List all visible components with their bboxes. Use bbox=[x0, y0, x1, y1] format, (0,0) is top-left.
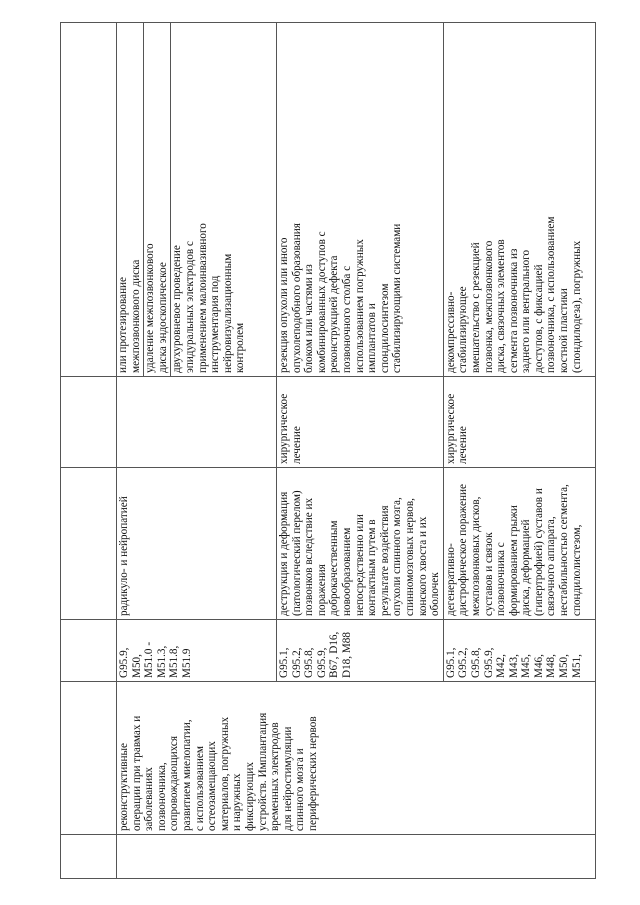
cell-patient-model bbox=[277, 468, 444, 620]
text-line: M51.3, bbox=[155, 645, 168, 678]
document-page bbox=[60, 23, 583, 879]
cell-icd-codes bbox=[277, 620, 444, 682]
text-line: двухуровневое проведение bbox=[171, 245, 184, 373]
text-line: временных электродов bbox=[269, 722, 282, 831]
text-line: периферических нервов bbox=[306, 716, 319, 831]
cell-treatment-type bbox=[443, 377, 595, 468]
text-line: хирургическое bbox=[278, 393, 290, 464]
text-line: конского хвоста и их bbox=[416, 516, 429, 616]
text-line: G95.9, bbox=[482, 647, 495, 678]
text-line: спондилолистезом, bbox=[570, 524, 583, 616]
cell-blank-num bbox=[61, 835, 117, 879]
text-line: реконструкцией дефекта bbox=[328, 255, 341, 373]
text-line: доступов, с фиксацией bbox=[532, 264, 545, 373]
text-line: стабилизирующее bbox=[457, 286, 470, 373]
cell-number bbox=[117, 835, 596, 879]
method-row bbox=[117, 23, 144, 376]
text-line: диска эндоскопическое bbox=[156, 262, 169, 373]
text-line: связочного аппарата, bbox=[545, 516, 558, 616]
cell-blank-codes bbox=[61, 620, 117, 682]
text-line: позвоночника, с использованием bbox=[545, 216, 558, 373]
text-line: позвоночного столба с bbox=[340, 265, 353, 373]
text-line: M50, bbox=[130, 654, 143, 678]
text-line: новообразованием bbox=[340, 527, 353, 616]
table-row bbox=[117, 23, 277, 879]
text-line: опухоли спинного мозга, bbox=[391, 497, 404, 616]
text-line: оболочек bbox=[429, 572, 442, 616]
text-line: позвонка, межпозвонкового bbox=[482, 240, 495, 373]
text-line: G95.1, bbox=[278, 647, 290, 678]
methods-subtable bbox=[117, 23, 248, 376]
text-line: развитием миелопатии, bbox=[180, 719, 193, 831]
text-line: формированием грыжи bbox=[507, 505, 520, 616]
text-line: B67, D16, bbox=[328, 631, 341, 678]
text-line: M46, bbox=[532, 654, 545, 678]
text-line: M43, bbox=[507, 654, 520, 678]
text-line: сопровождающихся bbox=[168, 736, 181, 831]
cell-blank-model bbox=[61, 468, 117, 620]
text-line: костной пластики bbox=[558, 288, 571, 373]
method-row bbox=[144, 23, 171, 376]
text-line: позвоночника с bbox=[495, 542, 508, 616]
text-line: суставов и связок bbox=[482, 532, 495, 616]
text-line: G95.9, bbox=[315, 647, 328, 678]
text-line: M51.8, bbox=[168, 645, 181, 678]
text-line: резекция опухоли или иного bbox=[278, 237, 290, 373]
rotated-table-container bbox=[60, 23, 583, 879]
text-line: лечение bbox=[290, 426, 303, 464]
text-line: M45, bbox=[520, 654, 533, 678]
method-row bbox=[171, 23, 248, 376]
text-line: имплантатов и bbox=[366, 303, 379, 373]
cell-icd-codes bbox=[443, 620, 595, 682]
text-line: декомпрессивно- bbox=[444, 291, 457, 373]
cell-treatment-methods bbox=[443, 23, 595, 377]
text-line: M42, bbox=[495, 654, 508, 678]
text-line: межпозвонковых дисков, bbox=[469, 496, 482, 616]
text-line: блоком или частями из bbox=[303, 264, 316, 373]
text-line: M51, bbox=[570, 654, 583, 678]
cell-icd-codes bbox=[117, 620, 277, 682]
text-line: поражения bbox=[315, 564, 328, 616]
text-line: контролем bbox=[234, 322, 247, 373]
text-line: нейровизуализационным bbox=[221, 253, 234, 373]
text-line: G95.8, bbox=[469, 647, 482, 678]
text-line: спинномозговых нервов, bbox=[403, 498, 416, 616]
text-line: D18, M88 bbox=[340, 632, 353, 678]
text-line: или протезирование bbox=[117, 276, 129, 373]
text-line: операции при травмах и bbox=[130, 715, 143, 831]
text-line: заболеваниях bbox=[143, 767, 156, 831]
text-line: устройств. Имплантация bbox=[256, 712, 269, 831]
text-line: материалов, погружных bbox=[218, 716, 231, 831]
text-line: M48, bbox=[545, 654, 558, 678]
text-line: результате воздействия bbox=[378, 505, 391, 616]
text-line: G95.1, bbox=[444, 647, 457, 678]
text-line: G95.2, bbox=[290, 647, 303, 678]
cell-blank-treatment bbox=[61, 377, 117, 468]
text-line: радикуло- и нейропатией bbox=[118, 496, 130, 616]
method-text bbox=[144, 23, 171, 376]
text-line: хирургическое bbox=[444, 393, 457, 464]
cell-patient-model bbox=[443, 468, 595, 620]
text-line: с использованием bbox=[193, 746, 206, 831]
text-line: (спондилодеза), погружных bbox=[570, 240, 583, 373]
text-line: диска, связочных элементов bbox=[495, 239, 508, 373]
cell-treatment-type bbox=[117, 377, 277, 468]
cell-blank-name bbox=[61, 682, 117, 835]
text-line: спинного мозга и bbox=[294, 748, 307, 831]
cell-procedure-name bbox=[117, 682, 596, 835]
text-line: G95.2, bbox=[457, 647, 470, 678]
text-line: и наружных bbox=[231, 773, 244, 831]
text-line: опухолеподобного образования bbox=[290, 223, 303, 373]
table-row-blank bbox=[61, 23, 117, 879]
text-line: фиксирующих bbox=[243, 762, 256, 831]
cell-patient-model bbox=[117, 468, 277, 620]
text-line: остеозамещающих bbox=[206, 741, 219, 831]
text-line: доброкачественным bbox=[328, 520, 341, 616]
cell-treatment-methods bbox=[117, 23, 277, 377]
method-text bbox=[171, 23, 248, 376]
text-line: стабилизирующими системами bbox=[391, 223, 404, 373]
text-line: для нейростимуляции bbox=[281, 726, 294, 831]
text-line: M51.9 bbox=[180, 648, 193, 678]
text-line: (патологический перелом) bbox=[290, 490, 303, 616]
cell-treatment-methods bbox=[277, 23, 444, 377]
text-line: G95.8, bbox=[303, 647, 316, 678]
text-line: удаление межпозвонкового bbox=[144, 243, 157, 373]
text-line: G95.9, bbox=[118, 647, 130, 678]
text-line: M51.0 - bbox=[143, 641, 156, 678]
method-text bbox=[117, 23, 144, 376]
text-line: спондилосинтезом bbox=[378, 283, 391, 373]
cell-treatment-type bbox=[277, 377, 444, 468]
text-line: сегмента позвоночника из bbox=[507, 248, 520, 373]
medical-care-table bbox=[60, 22, 596, 879]
text-line: применением малоинвазивного bbox=[196, 223, 209, 373]
text-line: непосредственно или bbox=[353, 514, 366, 616]
text-line: M50, bbox=[558, 654, 571, 678]
text-line: реконструктивные bbox=[118, 743, 130, 831]
text-line: позвонков вследствие их bbox=[303, 497, 316, 616]
text-line: инструментария под bbox=[209, 275, 222, 373]
cell-blank-methods bbox=[61, 23, 117, 377]
text-line: контактным путем в bbox=[366, 519, 379, 616]
text-line: вмешательство с резекцией bbox=[469, 242, 482, 373]
text-line: (гипертрофией) суставов и bbox=[532, 488, 545, 616]
text-line: позвоночника, bbox=[155, 762, 168, 831]
text-line: использованием погружных bbox=[353, 239, 366, 373]
text-line: дистрофическое поражение bbox=[457, 484, 470, 616]
text-line: заднего или вентрального bbox=[520, 249, 533, 373]
text-line: диска, деформацией bbox=[520, 519, 533, 616]
text-line: лечение bbox=[457, 426, 470, 464]
text-line: эпидуральных электродов с bbox=[183, 241, 196, 373]
text-line: деструкция и деформация bbox=[278, 491, 290, 616]
text-line: нестабильностью сегмента, bbox=[558, 484, 571, 616]
text-line: дегенеративно- bbox=[444, 543, 457, 616]
text-line: комбинированных доступов с bbox=[315, 231, 328, 373]
text-line: межпозвонкового диска bbox=[129, 259, 142, 373]
